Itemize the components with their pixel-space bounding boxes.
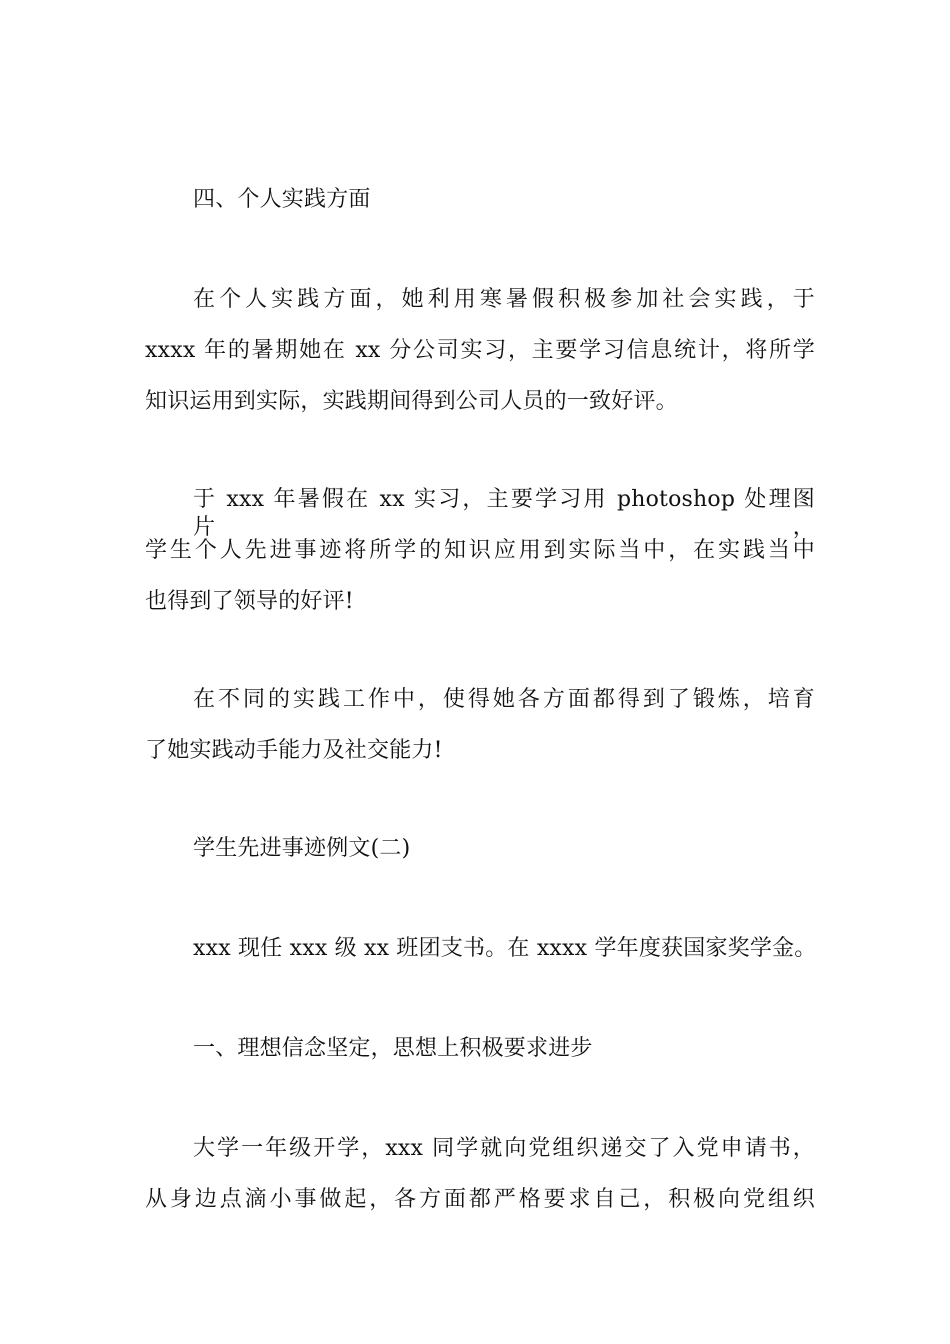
paragraph-line: xxx 现任 xxx 级 xx 班团支书。在 xxxx 学年度获国家奖学金。 [193,936,817,961]
paragraph-line: 大学一年级开学，xxx 同学就向党组织递交了入党申请书， [193,1136,815,1161]
paragraph-line: 知识运用到实际，实践期间得到公司人员的一致好评。 [145,389,678,414]
paragraph-line: 于 xxx 年暑假在 xx 实习，主要学习用 photoshop 处理图片， [193,487,815,540]
article-subtitle: 学生先进事迹例文(二) [193,836,411,861]
paragraph-line: 在个人实践方面，她利用寒暑假积极参加社会实践，于 [193,287,815,312]
paragraph-line: 从身边点滴小事做起，各方面都严格要求自己，积极向党组织 [145,1187,815,1212]
paragraph-line: 学生个人先进事迹将所学的知识应用到实际当中，在实践当中 [145,538,815,563]
paragraph-line: 也得到了领导的好评! [145,589,354,614]
section-heading-ideals: 一、理想信念坚定，思想上积极要求进步 [193,1036,593,1061]
paragraph-line: 在不同的实践工作中，使得她各方面都得到了锻炼，培育 [193,687,815,712]
paragraph-line: xxxx 年的暑期她在 xx 分公司实习，主要学习信息统计，将所学 [145,338,815,363]
section-heading-practice: 四、个人实践方面 [193,187,371,212]
paragraph-line: 了她实践动手能力及社交能力! [145,738,443,763]
